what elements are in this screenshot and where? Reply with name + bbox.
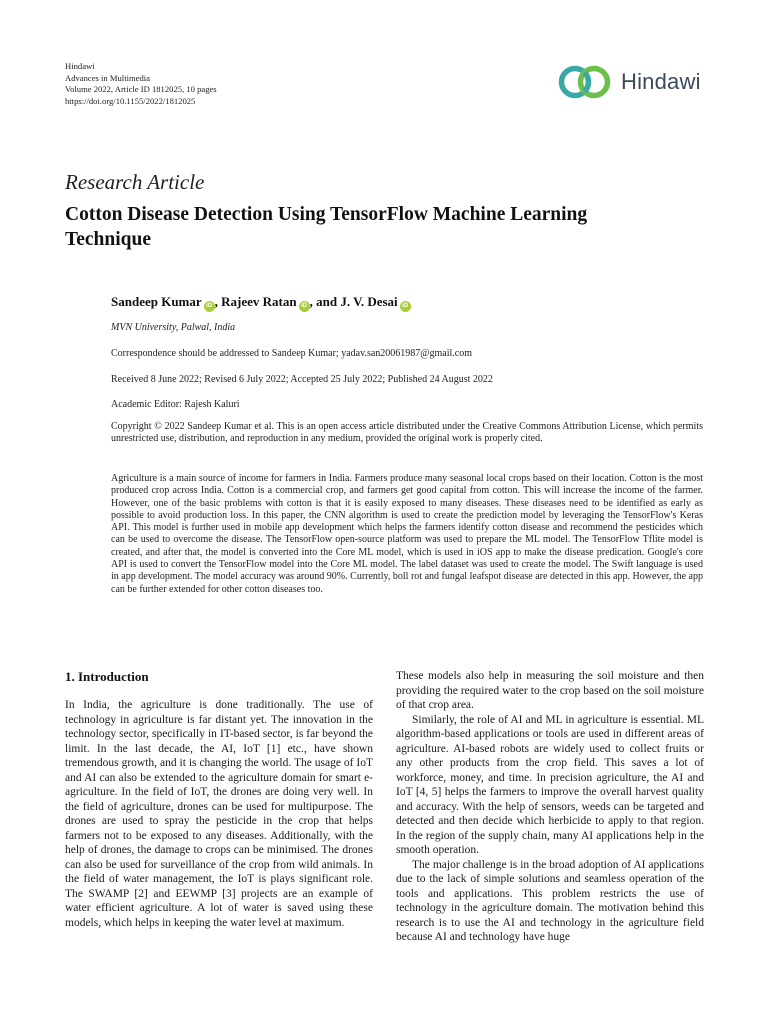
logo-text: Hindawi [621, 69, 701, 94]
author-name[interactable]: Rajeev Ratan [221, 294, 297, 309]
orcid-icon[interactable]: iD [299, 301, 310, 312]
paragraph: These models also help in measuring the soil moisture and then providing the required water to the crop based on the soil moisture of that crop area. [396, 670, 704, 711]
correspondence: Correspondence should be addressed to Sandeep Kumar; yadav.san20061987@gmail.com [111, 348, 472, 359]
body-column-left [65, 698, 373, 930]
journal-name: Advances in Multimedia [65, 72, 150, 83]
orcid-icon[interactable]: iD [204, 301, 215, 312]
hindawi-logo-icon [556, 62, 616, 102]
journal-doi[interactable]: https://doi.org/10.1155/2022/1812025 [65, 95, 196, 106]
author-name[interactable]: Sandeep Kumar [111, 294, 202, 309]
academic-editor: Academic Editor: Rajesh Kaluri [111, 399, 240, 410]
orcid-icon[interactable]: iD [400, 301, 411, 312]
abstract: Agriculture is a main source of income for farmers in India. Farmers produce many seasonal local crops based on their location. Cotton is the most produced crop across India. Cotton is a commercial crop, and farmers get good capital from cotton. This will increase the income of the farmer. However, one of the basic problems with cotton is that it is easily exposed to many diseases. These diseases need to be identified as early as possible to avoid production loss. In this paper, the CNN algorithm is used to create the prediction model by leveraging the TensorFlow's Keras API. This model is further used in mobile app development which helps the farmers identify cotton disease and recommend the pesticides which can be used to overcome the disease. The TensorFlow open-source platform was used to prepare the ML model. The TensorFlow Tflite model is created, and after that, the model is converted into the Core ML model, which is used in iOS app to make the disease predication. Google's core API is used to convert the TensorFlow model into the Core ML model. The label dataset was used to create the model. The Swift language is used in app development. The model accuracy was around 90%. Currently, boll rot and fungal leafspot disease are detected in this app. However, the app can be further extended for other cotton diseases too. [111, 473, 703, 595]
hindawi-logo [556, 62, 716, 102]
body-column-right [396, 669, 704, 945]
article-type: Research Article [65, 170, 205, 194]
author-separator: , [214, 294, 222, 309]
journal-volume: Volume 2022, Article ID 1812025, 10 pages [65, 84, 217, 94]
publication-dates: Received 8 June 2022; Revised 6 July 2022; Accepted 25 July 2022; Published 24 August 2022 [111, 374, 493, 385]
paragraph: Similarly, the role of AI and ML in agriculture is essential. ML algorithm-based applications or tools are used in different areas of agriculture. AI-based robots are widely used to collect fruits or any other products from the crop field. This saves a lot of workforce, money, and time. In precision agriculture, the AI and IoT [4, 5] helps the farmers to improve the overall harvest quality and accuracy. With the help of sensors, weeds can be targeted and detected and then decide which herbicide to apply to that region. In the region of the supply chain, many AI applications help in the smooth operation. [396, 713, 704, 856]
article-title: Cotton Disease Detection Using TensorFlow Machine Learning Technique [65, 204, 588, 250]
journal-publisher: Hindawi [65, 61, 95, 71]
section-heading-introduction: 1. Introduction [65, 669, 149, 684]
paragraph: The major challenge is in the broad adoption of AI applications due to the lack of simple solutions and seamless operation of the tools and applications. This problem restricts the use of technology in the agriculture domain. The motivation behind this research is to use the AI and technology in the agriculture field because AI and technology have huge [396, 858, 704, 943]
journal-meta [65, 61, 217, 107]
author-name[interactable]: J. V. Desai [340, 294, 398, 309]
paragraph: In India, the agriculture is done traditionally. The use of technology in agriculture is far distant yet. The innovation in the technology sector, specifically in IT-based sector, is far beyond the limit. In the last decade, the AI, IoT [1] etc., have shown tremendous growth, and it is changing the world. The usage of IoT and AI can also be extended to the agriculture domain for smart e-agriculture. In the field of IoT, the drones are doing very well. In the field of agriculture, drones can be used for multipurpose. The drones are used to spray the pesticide in the crop that helps farmers not to be exposed to any diseases. Additionally, with the help of drones, the damage to crops can be minimised. The drones can also be used for surveillance of the crop from wild animals. In the field of water management, the IoT is plays significant role. The SWAMP [2] and EEWMP [3] projects are an example of water efficient agriculture. A lot of water is saved using these models, which helps in keeping the water level at maximum. [65, 699, 373, 929]
author-list [111, 294, 411, 312]
copyright-notice: Copyright © 2022 Sandeep Kumar et al. This is an open access article distributed under the Creative Commons Attribution License, which permits unrestricted use, distribution, and reproduction in any medium, provided the original work is properly cited. [111, 421, 703, 445]
author-separator: , and [309, 294, 341, 309]
affiliation: MVN University, Palwal, India [111, 322, 236, 333]
